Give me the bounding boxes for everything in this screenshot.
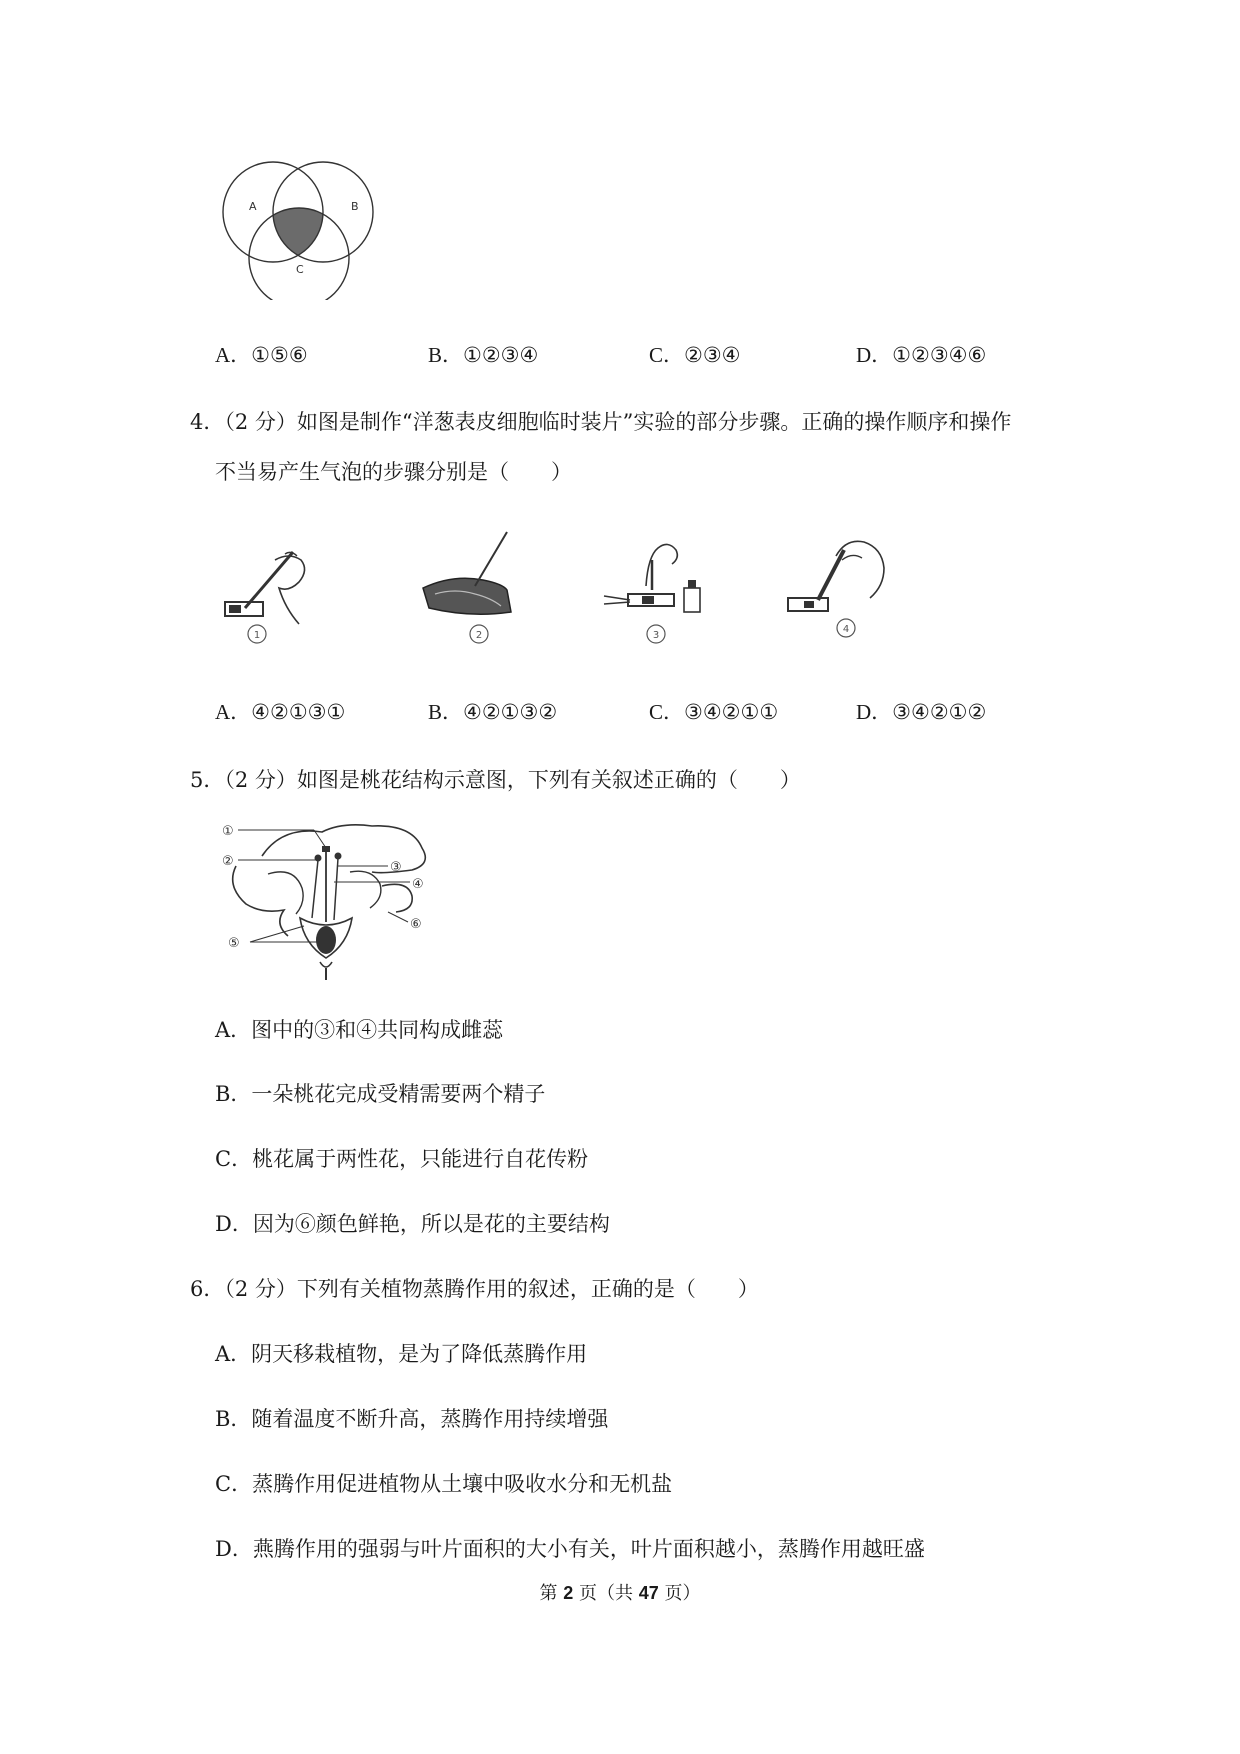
footer-page-number: 2 xyxy=(563,1583,574,1603)
q5-option-c[interactable]: C．桃花属于两性花，只能进行自花传粉 xyxy=(215,1147,589,1171)
option-label: A． xyxy=(215,343,252,367)
option-value: ②③④ xyxy=(684,343,741,367)
venn-diagram xyxy=(215,160,405,300)
q4-step-1-figure xyxy=(215,530,335,650)
q5-option-a[interactable]: A．图中的③和④共同构成雌蕊 xyxy=(215,1018,504,1042)
option-value: ①⑤⑥ xyxy=(251,343,308,367)
q5-stem: 5．（2 分）如图是桃花结构示意图，下列有关叙述正确的（ ） xyxy=(190,768,801,792)
q6-stem: 6．（2 分）下列有关植物蒸腾作用的叙述，正确的是（ ） xyxy=(190,1277,759,1301)
option-label: A． xyxy=(215,700,252,724)
q3-option-c[interactable] xyxy=(649,345,741,366)
q3-option-d[interactable] xyxy=(856,345,986,366)
flower-label-2: ② xyxy=(222,854,234,869)
option-label: B． xyxy=(428,700,464,724)
q4-step-3-figure xyxy=(600,530,720,650)
q4-step-2-figure xyxy=(415,530,535,650)
svg-text:1: 1 xyxy=(253,630,261,641)
peach-flower-structure-figure xyxy=(222,822,462,982)
q3-option-b[interactable] xyxy=(428,345,538,366)
footer-middle: 页（共 xyxy=(573,1583,639,1604)
q4-option-c[interactable] xyxy=(649,702,778,723)
footer-prefix: 第 xyxy=(539,1583,564,1604)
venn-label-a: A xyxy=(249,200,257,213)
q6-option-d[interactable]: D．燕腾作用的强弱与叶片面积的大小有关，叶片面积越小，蒸腾作用越旺盛 xyxy=(215,1537,925,1561)
q4-stem-line2: 不当易产生气泡的步骤分别是（ ） xyxy=(215,460,572,484)
option-value: ③④②①① xyxy=(684,700,779,724)
flower-label-4: ④ xyxy=(412,877,424,892)
q5-option-b[interactable]: B．一朵桃花完成受精需要两个精子 xyxy=(215,1082,546,1106)
option-label: D． xyxy=(856,700,893,724)
flower-label-3: ③ xyxy=(390,860,402,875)
option-value: ④②①③① xyxy=(251,700,346,724)
footer-total-pages: 47 xyxy=(638,1583,659,1603)
q4-stem-line1: 4．（2 分）如图是制作“洋葱表皮细胞临时装片”实验的部分步骤。正确的操作顺序和操作 xyxy=(190,410,1012,434)
option-value: ④②①③② xyxy=(463,700,558,724)
svg-text:2: 2 xyxy=(475,630,483,641)
page-footer xyxy=(0,1579,1240,1605)
q6-option-a[interactable]: A．阴天移栽植物，是为了降低蒸腾作用 xyxy=(215,1342,588,1366)
option-label: C． xyxy=(649,700,685,724)
flower-label-1: ① xyxy=(222,824,234,839)
venn-label-c: C xyxy=(296,263,304,276)
q4-step-4-figure xyxy=(780,530,900,650)
option-value: ①②③④⑥ xyxy=(892,343,987,367)
venn-diagram-figure xyxy=(215,160,405,300)
q3-option-a[interactable] xyxy=(215,345,308,366)
q6-option-b[interactable]: B．随着温度不断升高，蒸腾作用持续增强 xyxy=(215,1407,609,1431)
option-label: D． xyxy=(856,343,893,367)
venn-label-b: B xyxy=(351,200,359,213)
q6-option-c[interactable]: C．蒸腾作用促进植物从土壤中吸收水分和无机盐 xyxy=(215,1472,673,1496)
flower-label-5: ⑤ xyxy=(228,936,240,951)
q4-option-d[interactable] xyxy=(856,702,986,723)
footer-suffix: 页） xyxy=(658,1583,701,1604)
svg-text:3: 3 xyxy=(652,630,660,641)
q4-option-a[interactable] xyxy=(215,702,345,723)
option-value: ①②③④ xyxy=(463,343,539,367)
option-label: C． xyxy=(649,343,685,367)
flower-label-6: ⑥ xyxy=(410,917,422,932)
svg-text:4: 4 xyxy=(842,624,850,635)
option-label: B． xyxy=(428,343,464,367)
q4-option-b[interactable] xyxy=(428,702,557,723)
q5-option-d[interactable]: D．因为⑥颜色鲜艳，所以是花的主要结构 xyxy=(215,1212,610,1236)
option-value: ③④②①② xyxy=(892,700,987,724)
